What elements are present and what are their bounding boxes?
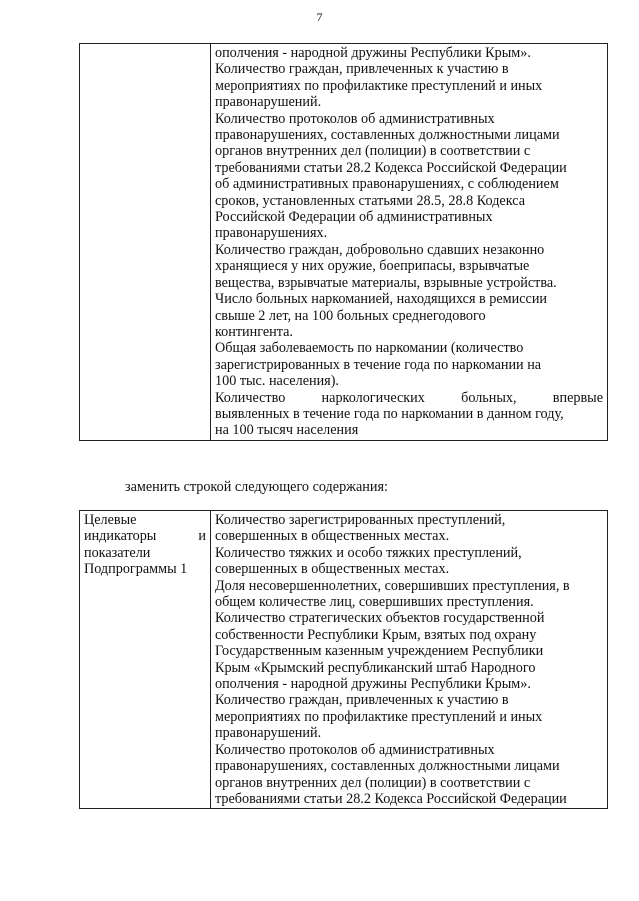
text-line: Количество граждан, добровольно сдавших незаконно	[215, 241, 545, 258]
text-line: совершенных в общественных местах.	[215, 561, 450, 578]
label-line: индикаторы и	[84, 528, 206, 545]
label-line: Целевые	[84, 512, 137, 528]
text-line: правонарушениях, составленных должностными лицами	[215, 127, 560, 144]
text-line: на 100 тысяч населения	[215, 422, 359, 439]
text-line: Количество зарегистрированных преступлений,	[215, 512, 506, 528]
indicators-table-new	[79, 510, 608, 809]
text-line: правонарушений.	[215, 94, 322, 111]
text-line: Общая заболеваемость по наркомании (количество	[215, 340, 524, 357]
text-line: правонарушениях, составленных должностными лицами	[215, 758, 560, 775]
text-line: Количество граждан, привлеченных к участию в	[215, 61, 509, 78]
text-line: органов внутренних дел (полиции) в соответствии с	[215, 143, 531, 160]
label-line: Подпрограммы 1	[84, 561, 188, 578]
text-line: Крым «Крымский республиканский штаб Народного	[215, 659, 536, 676]
indicators-table-old	[79, 43, 608, 441]
text-line: Количество протоколов об административных	[215, 110, 495, 127]
text-line: сроков, установленных статьями 28.5, 28.8 Кодекса	[215, 192, 526, 209]
text-line: мероприятиях по профилактике преступлений и иных	[215, 708, 543, 725]
text-line: свыше 2 лет, на 100 больных среднегодового	[215, 307, 486, 324]
text-line: требованиями статьи 28.2 Кодекса Российской Федерации	[215, 159, 567, 176]
text-line: Российской Федерации об административных	[215, 209, 493, 226]
text-line: вещества, взрывчатые материалы, взрывные устройства.	[215, 274, 557, 291]
text-line: 100 тыс. населения).	[215, 373, 339, 390]
text-line: Количество граждан, привлеченных к участию в	[215, 692, 509, 709]
text-line: Количество наркологических больных, впервые	[215, 389, 603, 406]
text-line: органов внутренних дел (полиции) в соответствии с	[215, 774, 531, 791]
table-row	[80, 511, 608, 809]
text-line: собственности Республики Крым, взятых под охрану	[215, 626, 537, 643]
text-line: совершенных в общественных местах.	[215, 528, 450, 545]
text-line: ополчения - народной дружины Республики Крым».	[215, 45, 531, 61]
label-line: показатели	[84, 544, 151, 561]
text-line: хранящиеся у них оружие, боеприпасы, взрывчатые	[215, 258, 530, 275]
text-line: зарегистрированных в течение года по наркомании на	[215, 356, 542, 373]
table-cell-label	[80, 44, 211, 441]
text-line: Государственным казенным учреждением Республики	[215, 643, 544, 660]
table-cell-content	[211, 511, 608, 809]
text-line: правонарушений.	[215, 725, 322, 742]
text-line: Количество протоколов об административных	[215, 741, 495, 758]
text-line: правонарушениях.	[215, 225, 328, 242]
table-cell-label	[80, 511, 211, 809]
page-number: 7	[316, 10, 323, 24]
text-line: контингента.	[215, 323, 293, 340]
text-line: требованиями статьи 28.2 Кодекса Российской Федерации	[215, 790, 567, 807]
text-line: общем количестве лиц, совершивших преступления.	[215, 594, 534, 611]
table-cell-content	[211, 44, 608, 441]
text-line: Количество стратегических объектов государственной	[215, 610, 545, 627]
text-line: мероприятиях по профилактике преступлений и иных	[215, 77, 543, 94]
table-row	[80, 44, 608, 441]
text-line: Доля несовершеннолетних, совершивших преступления, в	[215, 577, 570, 594]
text-line: ополчения - народной дружины Республики Крым».	[215, 676, 531, 693]
text-line: выявленных в течение года по наркомании в данном году,	[215, 405, 564, 422]
replacement-instruction: заменить строкой следующего содержания:	[125, 479, 388, 495]
text-line: Количество тяжких и особо тяжких преступлений,	[215, 544, 522, 561]
text-line: об административных правонарушениях, с соблюдением	[215, 176, 559, 193]
text-line: Число больных наркоманией, находящихся в ремиссии	[215, 291, 548, 308]
